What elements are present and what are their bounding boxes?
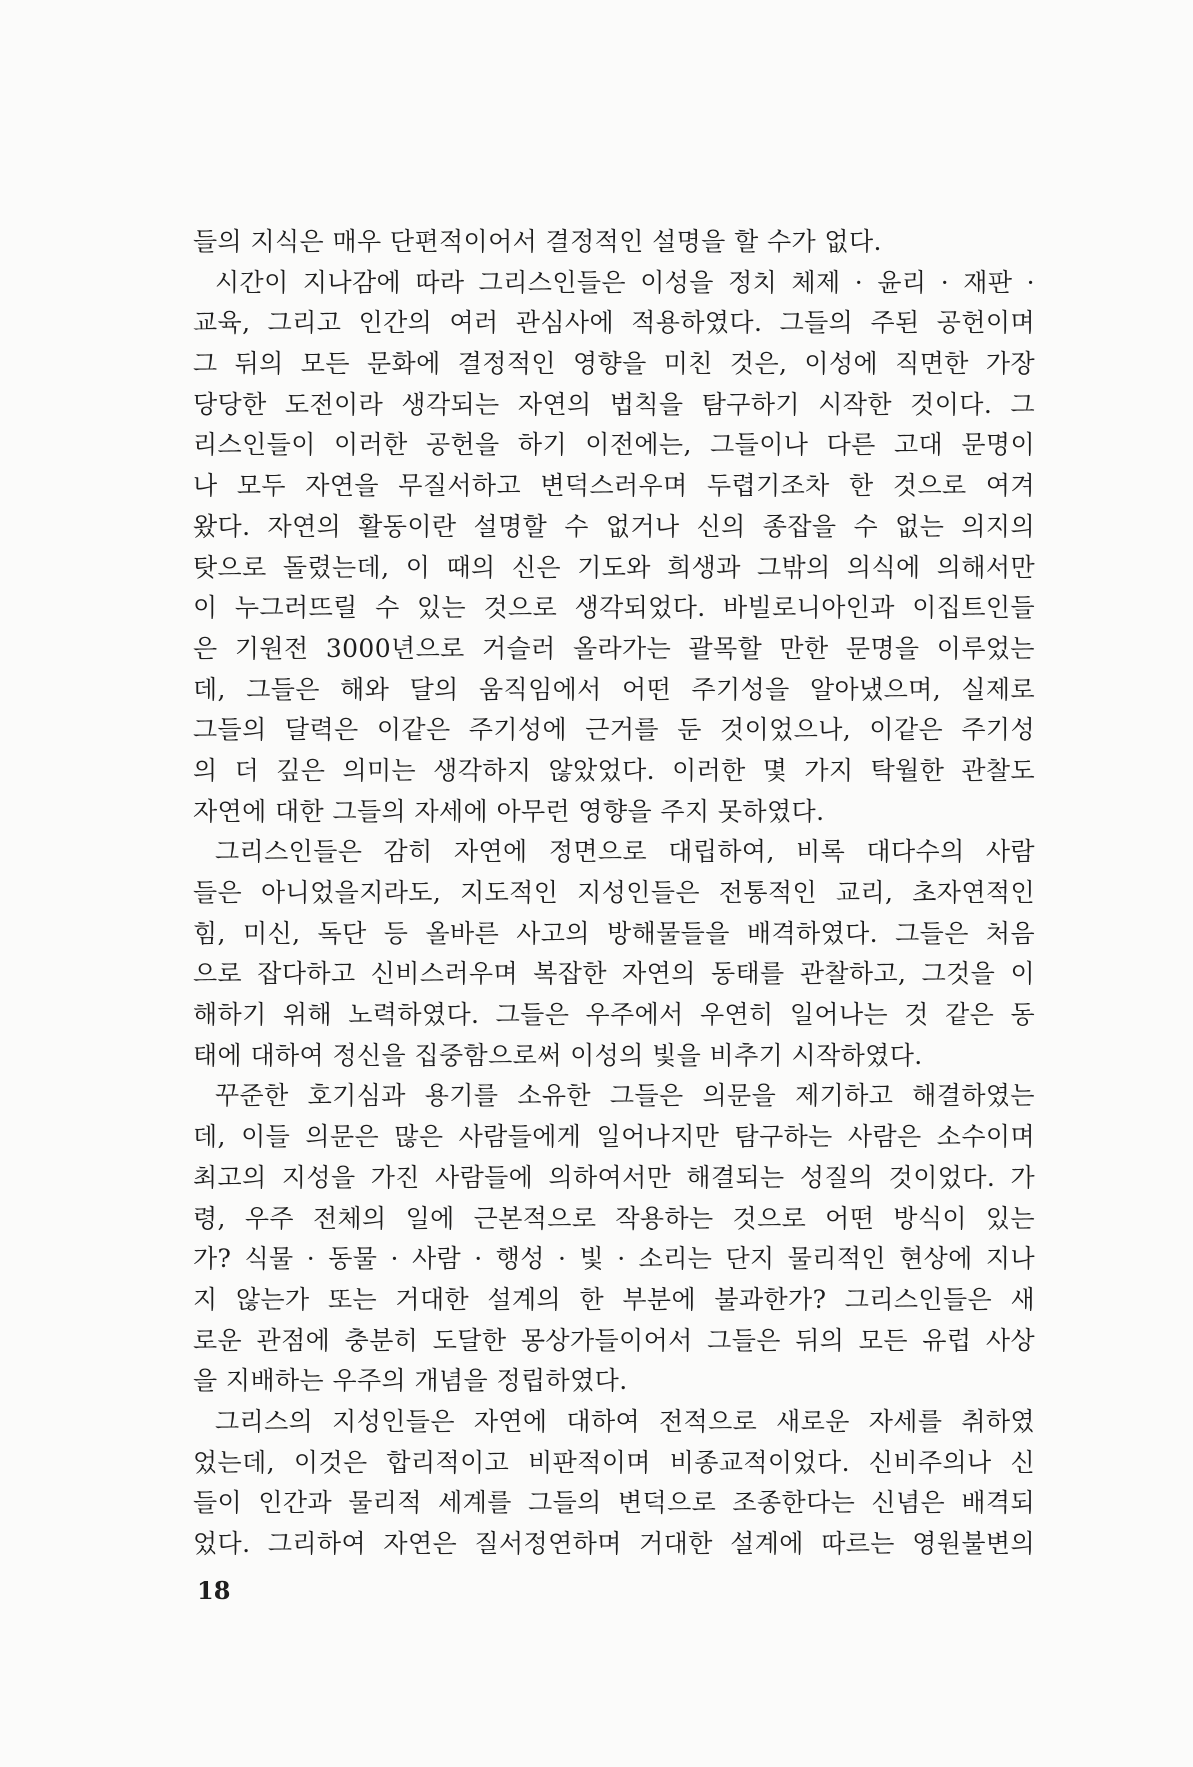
text-line: 그리스인들은 감히 자연에 정면으로 대립하여, 비록 대다수의 사람: [215, 837, 1035, 867]
text-line: 가? 식물 · 동물 · 사람 · 행성 · 빛 · 소리는 단지 물리적인 현상에 지나: [193, 1244, 1035, 1274]
text-line: 로운 관점에 충분히 도달한 몽상가들이어서 그들은 뒤의 모든 유럽 사상: [193, 1325, 1035, 1355]
body-text: [193, 222, 1035, 1565]
text-line: 태에 대하여 정신을 집중함으로써 이성의 빛을 비추기 시작하였다.: [193, 1040, 923, 1070]
text-line: 당당한 도전이라 생각되는 자연의 법칙을 탐구하기 시작한 것이다. 그: [193, 389, 1035, 419]
text-line: 었다. 그리하여 자연은 질서정연하며 거대한 설계에 따르는 영원불변의: [193, 1529, 1035, 1558]
text-line: 을 지배하는 우주의 개념을 정립하였다.: [193, 1366, 628, 1396]
page-number: 18: [197, 1576, 231, 1605]
text-line: 왔다. 자연의 활동이란 설명할 수 없거나 신의 종잡을 수 없는 의지의: [193, 511, 1035, 541]
text-line: 들은 아니었을지라도, 지도적인 지성인들은 전통적인 교리, 초자연적인: [193, 878, 1035, 907]
text-line: 리스인들이 이러한 공헌을 하기 이전에는, 그들이나 다른 고대 문명이: [193, 430, 1035, 460]
text-line: 탓으로 돌렸는데, 이 때의 신은 기도와 희생과 그밖의 의식에 의해서만: [193, 552, 1035, 582]
text-line: 시간이 지나감에 따라 그리스인들은 이성을 정치 체제 · 윤리 · 재판 ·: [215, 267, 1035, 297]
text-line: 의 더 깊은 의미는 생각하지 않았었다. 이러한 몇 가지 탁월한 관찰도: [193, 755, 1035, 785]
text-line: 들의 지식은 매우 단편적이어서 결정적인 설명을 할 수가 없다.: [193, 227, 882, 256]
text-line: 꾸준한 호기심과 용기를 소유한 그들은 의문을 제기하고 해결하였는: [215, 1081, 1035, 1111]
text-line: 그 뒤의 모든 문화에 결정적인 영향을 미친 것은, 이성에 직면한 가장: [193, 349, 1035, 379]
text-line: 그들의 달력은 이같은 주기성에 근거를 둔 것이었으나, 이같은 주기성: [193, 715, 1035, 745]
text-line: 힘, 미신, 독단 등 올바른 사고의 방해물들을 배격하였다. 그들은 처음: [193, 918, 1035, 948]
text-line: 교육, 그리고 인간의 여러 관심사에 적용하였다. 그들의 주된 공헌이며: [193, 308, 1035, 338]
text-line: 자연에 대한 그들의 자세에 아무런 영향을 주지 못하였다.: [193, 796, 825, 826]
text-line: 그리스의 지성인들은 자연에 대하여 전적으로 새로운 자세를 취하였: [215, 1406, 1035, 1436]
text-line: 으로 잡다하고 신비스러우며 복잡한 자연의 동태를 관찰하고, 그것을 이: [193, 959, 1035, 989]
text-line: 었는데, 이것은 합리적이고 비판적이며 비종교적이었다. 신비주의나 신: [193, 1447, 1035, 1477]
text-line: 이 누그러뜨릴 수 있는 것으로 생각되었다. 바빌로니아인과 이집트인들: [193, 593, 1035, 623]
text-line: 은 기원전 3000년으로 거슬러 올라가는 괄목할 만한 문명을 이루었는: [193, 633, 1035, 663]
text-line: 들이 인간과 물리적 세계를 그들의 변덕으로 조종한다는 신념은 배격되: [193, 1488, 1035, 1518]
text-line: 해하기 위해 노력하였다. 그들은 우주에서 우연히 일어나는 것 같은 동: [193, 1000, 1035, 1030]
text-line: 령, 우주 전체의 일에 근본적으로 작용하는 것으로 어떤 방식이 있는: [193, 1203, 1035, 1233]
text-line: 지 않는가 또는 거대한 설계의 한 부분에 불과한가? 그리스인들은 새: [193, 1284, 1035, 1314]
text-line: 데, 이들 의문은 많은 사람들에게 일어나지만 탐구하는 사람은 소수이며: [193, 1122, 1035, 1152]
text-line: 데, 그들은 해와 달의 움직임에서 어떤 주기성을 알아냈으며, 실제로: [193, 674, 1035, 704]
text-line: 나 모두 자연을 무질서하고 변덕스러우며 두렵기조차 한 것으로 여겨: [193, 471, 1035, 501]
text-line: 최고의 지성을 가진 사람들에 의하여서만 해결되는 성질의 것이었다. 가: [193, 1162, 1035, 1192]
